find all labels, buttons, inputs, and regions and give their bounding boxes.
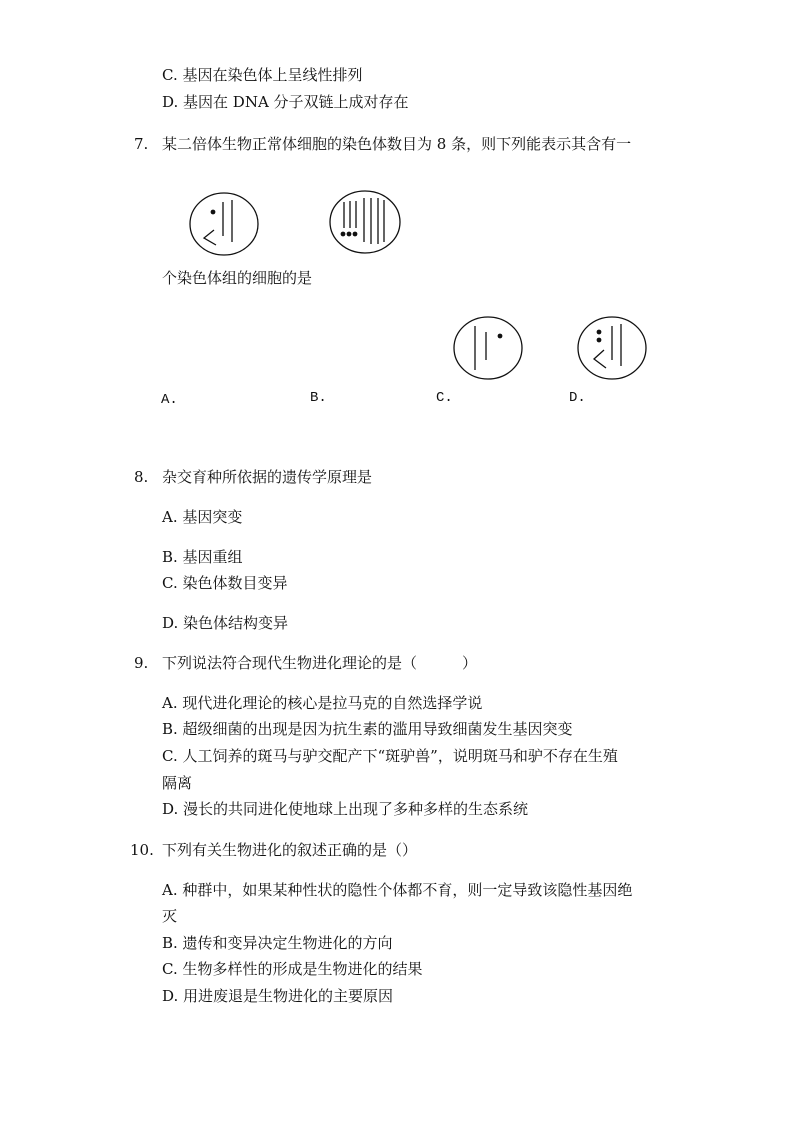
q7-cell-diagram-c [452,314,524,382]
q7-stem-continued: 个染色体组的细胞的是 [162,269,313,287]
q7-label-b: B. [310,390,327,406]
q8-option-b: B. 基因重组 [162,548,243,566]
q8-option-d: D. 染色体结构变异 [162,614,289,632]
q8-stem: 杂交育种所依据的遗传学原理是 [162,468,373,486]
q9-option-a: A. 现代进化理论的核心是拉马克的自然选择学说 [162,694,483,712]
q10-option-c: C. 生物多样性的形成是生物进化的结果 [162,960,423,978]
q7-label-c: C. [436,390,453,406]
q9-option-c-continued: 隔离 [162,774,193,792]
q8-number: 8. [134,468,149,486]
q10-number: 10. [130,841,154,859]
q9-stem: 下列说法符合现代生物进化理论的是（ ） [162,654,478,672]
q7-cell-diagram-a [188,190,260,258]
q9-option-d: D. 漫长的共同进化使地球上出现了多种多样的生态系统 [162,800,529,818]
q7-number: 7. [134,135,149,153]
q10-option-d: D. 用进废退是生物进化的主要原因 [162,987,394,1005]
q7-label-d: D. [569,390,586,406]
q7-cell-diagram-d [576,314,648,382]
q8-option-c: C. 染色体数目变异 [162,574,288,592]
q7-label-a: A. [161,392,178,408]
q8-option-a: A. 基因突变 [162,508,243,526]
q10-option-a-continued: 灭 [162,907,178,925]
q9-option-b: B. 超级细菌的出现是因为抗生素的滥用导致细菌发生基因突变 [162,720,573,738]
q6-option-c: C. 基因在染色体上呈线性排列 [162,66,363,84]
q10-option-b: B. 遗传和变异决定生物进化的方向 [162,934,393,952]
q10-option-a: A. 种群中，如果某种性状的隐性个体都不育，则一定导致该隐性基因绝 [162,881,633,899]
q7-cell-diagram-b [328,188,402,256]
q7-stem: 某二倍体生物正常体细胞的染色体数目为 8 条，则下列能表示其含有一 [162,135,632,153]
q9-option-c: C. 人工饲养的斑马与驴交配产下“斑驴兽”，说明斑马和驴不存在生殖 [162,747,618,765]
q10-stem: 下列有关生物进化的叙述正确的是（） [162,841,418,859]
q6-option-d: D. 基因在 DNA 分子双链上成对存在 [162,93,409,111]
q9-number: 9. [134,654,149,672]
